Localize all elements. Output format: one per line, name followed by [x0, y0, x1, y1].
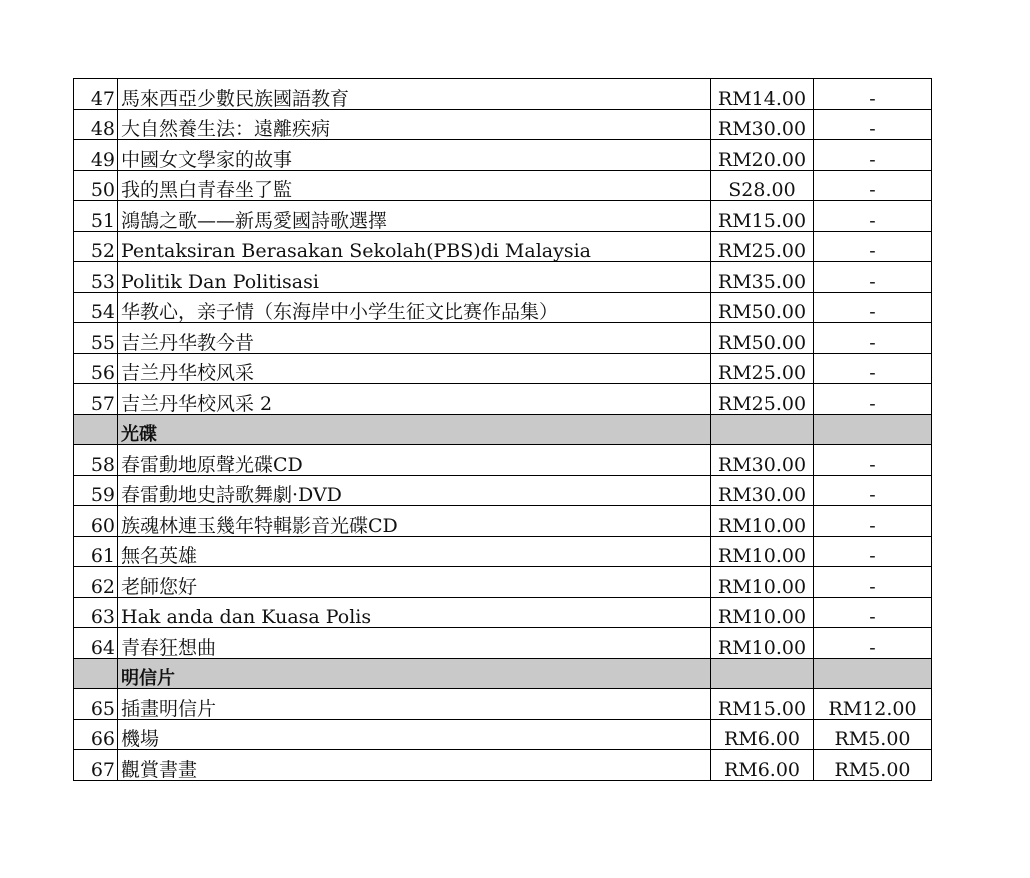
- item-price: RM35.00: [711, 262, 814, 293]
- table-row: [74, 506, 932, 537]
- table-row: [74, 750, 932, 781]
- table-row: [74, 140, 932, 171]
- table-row: [74, 597, 932, 628]
- item-number: 60: [74, 506, 118, 537]
- item-title: 春雷動地原聲光碟CD: [118, 445, 711, 476]
- item-discount-price: RM12.00: [814, 689, 932, 720]
- table-row: [74, 79, 932, 110]
- item-discount-price: -: [814, 628, 932, 659]
- item-discount-price: -: [814, 445, 932, 476]
- item-number: 61: [74, 536, 118, 567]
- item-number: 59: [74, 475, 118, 506]
- item-discount-price: RM5.00: [814, 719, 932, 750]
- item-number: 49: [74, 140, 118, 171]
- section-header-row: [74, 658, 932, 689]
- item-price: RM25.00: [711, 231, 814, 262]
- item-discount-price: RM5.00: [814, 750, 932, 781]
- item-number: 62: [74, 567, 118, 598]
- item-price: RM10.00: [711, 567, 814, 598]
- item-discount-price: -: [814, 536, 932, 567]
- item-number: 63: [74, 597, 118, 628]
- table-row: [74, 445, 932, 476]
- item-title: 族魂林連玉幾年特輯影音光碟CD: [118, 506, 711, 537]
- table-row: [74, 292, 932, 323]
- section-price-cell: [711, 658, 814, 689]
- item-title: 吉兰丹华教今昔: [118, 323, 711, 354]
- item-price: RM50.00: [711, 323, 814, 354]
- item-title: 馬來西亞少數民族國語教育: [118, 79, 711, 110]
- table-row: [74, 109, 932, 140]
- section-discount-price-cell: [814, 658, 932, 689]
- item-price: RM6.00: [711, 750, 814, 781]
- item-title: 觀賞書畫: [118, 750, 711, 781]
- section-number-cell: [74, 414, 118, 445]
- item-number: 48: [74, 109, 118, 140]
- item-price: RM15.00: [711, 689, 814, 720]
- table-row: [74, 201, 932, 232]
- item-price: S28.00: [711, 170, 814, 201]
- item-number: 58: [74, 445, 118, 476]
- item-title: 华教心，亲子情（东海岸中小学生征文比赛作品集）: [118, 292, 711, 323]
- item-title: 春雷動地史詩歌舞劇·DVD: [118, 475, 711, 506]
- item-price: RM10.00: [711, 536, 814, 567]
- item-discount-price: -: [814, 597, 932, 628]
- item-discount-price: -: [814, 353, 932, 384]
- catalog-table: [73, 78, 932, 781]
- section-price-cell: [711, 414, 814, 445]
- item-number: 57: [74, 384, 118, 415]
- table-row: [74, 719, 932, 750]
- item-discount-price: -: [814, 323, 932, 354]
- item-price: RM20.00: [711, 140, 814, 171]
- item-price: RM10.00: [711, 628, 814, 659]
- item-title: Hak anda dan Kuasa Polis: [118, 597, 711, 628]
- item-number: 67: [74, 750, 118, 781]
- item-number: 53: [74, 262, 118, 293]
- item-discount-price: -: [814, 475, 932, 506]
- item-discount-price: -: [814, 79, 932, 110]
- item-price: RM6.00: [711, 719, 814, 750]
- item-number: 52: [74, 231, 118, 262]
- table-row: [74, 170, 932, 201]
- item-price: RM25.00: [711, 384, 814, 415]
- item-number: 64: [74, 628, 118, 659]
- item-discount-price: -: [814, 262, 932, 293]
- item-discount-price: -: [814, 506, 932, 537]
- item-title: 老師您好: [118, 567, 711, 598]
- table-row: [74, 689, 932, 720]
- item-title: 插畫明信片: [118, 689, 711, 720]
- item-price: RM14.00: [711, 79, 814, 110]
- item-number: 51: [74, 201, 118, 232]
- item-discount-price: -: [814, 384, 932, 415]
- item-price: RM25.00: [711, 353, 814, 384]
- item-title: 吉兰丹华校风采: [118, 353, 711, 384]
- item-price: RM30.00: [711, 475, 814, 506]
- item-discount-price: -: [814, 231, 932, 262]
- table-row: [74, 567, 932, 598]
- item-number: 55: [74, 323, 118, 354]
- table-row: [74, 353, 932, 384]
- table-row: [74, 262, 932, 293]
- item-number: 54: [74, 292, 118, 323]
- item-title: 我的黑白青春坐了監: [118, 170, 711, 201]
- item-number: 65: [74, 689, 118, 720]
- table-row: [74, 231, 932, 262]
- item-price: RM15.00: [711, 201, 814, 232]
- item-discount-price: -: [814, 170, 932, 201]
- item-title: 無名英雄: [118, 536, 711, 567]
- section-title: 明信片: [118, 658, 711, 689]
- item-discount-price: -: [814, 292, 932, 323]
- item-title: 中國女文學家的故事: [118, 140, 711, 171]
- section-title: 光碟: [118, 414, 711, 445]
- item-discount-price: -: [814, 109, 932, 140]
- item-price: RM10.00: [711, 597, 814, 628]
- item-title: Pentaksiran Berasakan Sekolah(PBS)di Malaysia: [118, 231, 711, 262]
- item-number: 66: [74, 719, 118, 750]
- catalog-table-body: [74, 79, 932, 781]
- table-row: [74, 475, 932, 506]
- item-title: 機場: [118, 719, 711, 750]
- item-price: RM30.00: [711, 445, 814, 476]
- item-discount-price: -: [814, 201, 932, 232]
- table-row: [74, 323, 932, 354]
- item-title: 大自然養生法：遠離疾病: [118, 109, 711, 140]
- table-row: [74, 536, 932, 567]
- item-number: 56: [74, 353, 118, 384]
- item-title: 鴻鵠之歌——新馬愛國詩歌選擇: [118, 201, 711, 232]
- item-title: 吉兰丹华校风采 2: [118, 384, 711, 415]
- item-price: RM50.00: [711, 292, 814, 323]
- item-discount-price: -: [814, 567, 932, 598]
- item-number: 50: [74, 170, 118, 201]
- section-header-row: [74, 414, 932, 445]
- item-title: Politik Dan Politisasi: [118, 262, 711, 293]
- item-price: RM10.00: [711, 506, 814, 537]
- section-discount-price-cell: [814, 414, 932, 445]
- item-discount-price: -: [814, 140, 932, 171]
- item-number: 47: [74, 79, 118, 110]
- item-price: RM30.00: [711, 109, 814, 140]
- section-number-cell: [74, 658, 118, 689]
- table-row: [74, 384, 932, 415]
- item-title: 青春狂想曲: [118, 628, 711, 659]
- table-row: [74, 628, 932, 659]
